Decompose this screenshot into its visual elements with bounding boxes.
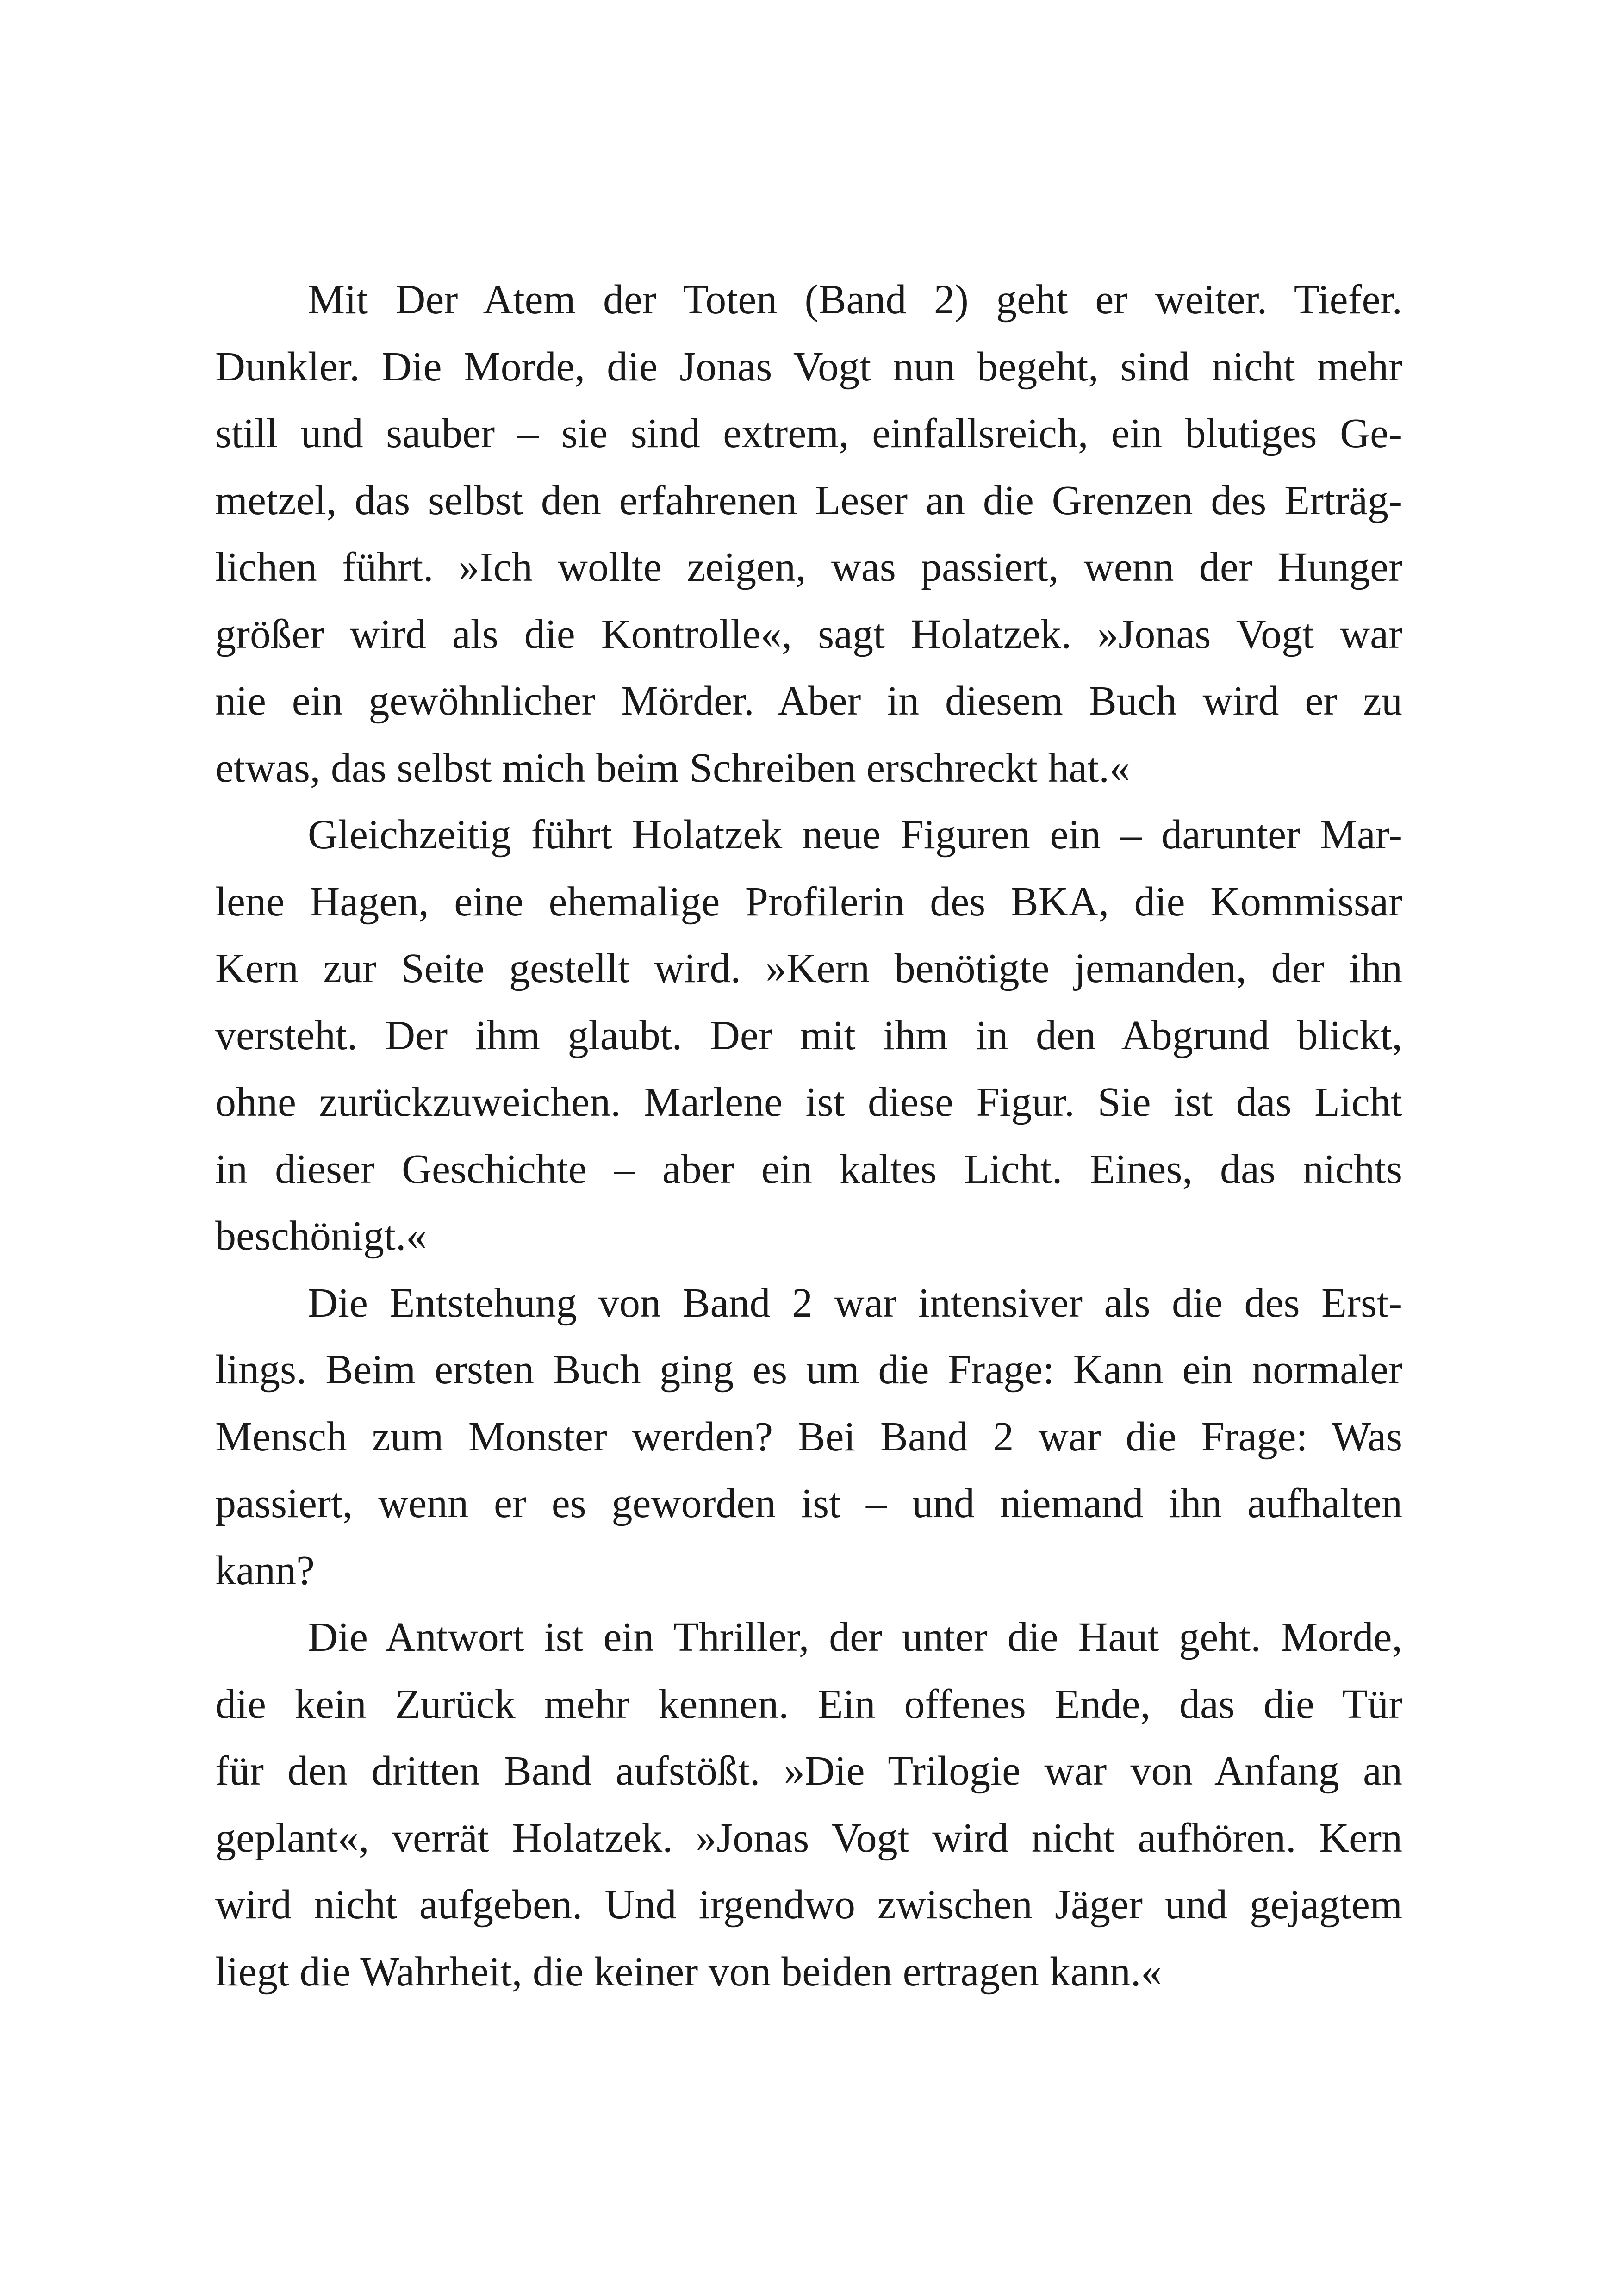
text-line: lings. Beim ersten Buch ging es um die Frage: Kann ein normaler bbox=[215, 1347, 1402, 1393]
text-line: lene Hagen, eine ehemalige Profilerin des BKA, die Kommissar bbox=[215, 878, 1402, 925]
text-line: liegt die Wahrheit, die keiner von beiden ertragen kann.« bbox=[215, 1948, 1162, 1995]
text-line: in dieser Geschichte – aber ein kaltes Licht. Eines, das nichts bbox=[215, 1146, 1402, 1192]
text-line: Die Antwort ist ein Thriller, der unter die Haut geht. Morde, bbox=[308, 1614, 1402, 1660]
paragraph-2 bbox=[215, 802, 1402, 1270]
text-line: geplant«, verrät Holatzek. »Jonas Vogt wird nicht aufhören. Kern bbox=[215, 1815, 1402, 1861]
text-line: Mensch zum Monster werden? Bei Band 2 war die Frage: Was bbox=[215, 1413, 1402, 1460]
text-line: Die Entstehung von Band 2 war intensiver als die des Erst- bbox=[308, 1280, 1402, 1326]
text-line: beschönigt.« bbox=[215, 1213, 427, 1259]
paragraph-4 bbox=[215, 1604, 1402, 2005]
text-line: für den dritten Band aufstößt. »Die Trilogie war von Anfang an bbox=[215, 1748, 1402, 1794]
text-line: metzel, das selbst den erfahrenen Leser an die Grenzen des Erträg- bbox=[215, 477, 1402, 523]
text-line: still und sauber – sie sind extrem, einfallsreich, ein blutiges Ge- bbox=[215, 411, 1402, 456]
text-line: die kein Zurück mehr kennen. Ein offenes Ende, das die Tür bbox=[215, 1681, 1402, 1727]
text-line: ohne zurückzuweichen. Marlene ist diese Figur. Sie ist das Licht bbox=[215, 1079, 1402, 1125]
text-line: nie ein gewöhnlicher Mörder. Aber in diesem Buch wird er zu bbox=[215, 678, 1402, 724]
paragraph-1 bbox=[215, 267, 1402, 802]
paragraph-3 bbox=[215, 1270, 1402, 1605]
text-line: Mit Der Atem der Toten (Band 2) geht er weiter. Tiefer. bbox=[308, 277, 1402, 323]
text-line: Gleichzeitig führt Holatzek neue Figuren ein – darunter Mar- bbox=[308, 812, 1402, 858]
text-line: wird nicht aufgeben. Und irgendwo zwischen Jäger und gejagtem bbox=[215, 1882, 1402, 1928]
text-line: kann? bbox=[215, 1547, 315, 1593]
text-line: passiert, wenn er es geworden ist – und niemand ihn aufhalten bbox=[215, 1481, 1402, 1526]
text-line: Kern zur Seite gestellt wird. »Kern benötigte jemanden, der ihn bbox=[215, 946, 1402, 991]
text-line: Dunkler. Die Morde, die Jonas Vogt nun begeht, sind nicht mehr bbox=[215, 343, 1402, 390]
text-line: lichen führt. »Ich wollte zeigen, was passiert, wenn der Hunger bbox=[215, 544, 1402, 590]
text-line: versteht. Der ihm glaubt. Der mit ihm in den Abgrund blickt, bbox=[215, 1012, 1402, 1058]
text-line: etwas, das selbst mich beim Schreiben erschreckt hat.« bbox=[215, 745, 1130, 791]
text-line: größer wird als die Kontrolle«, sagt Holatzek. »Jonas Vogt war bbox=[215, 611, 1402, 657]
body-text bbox=[215, 267, 1402, 2005]
